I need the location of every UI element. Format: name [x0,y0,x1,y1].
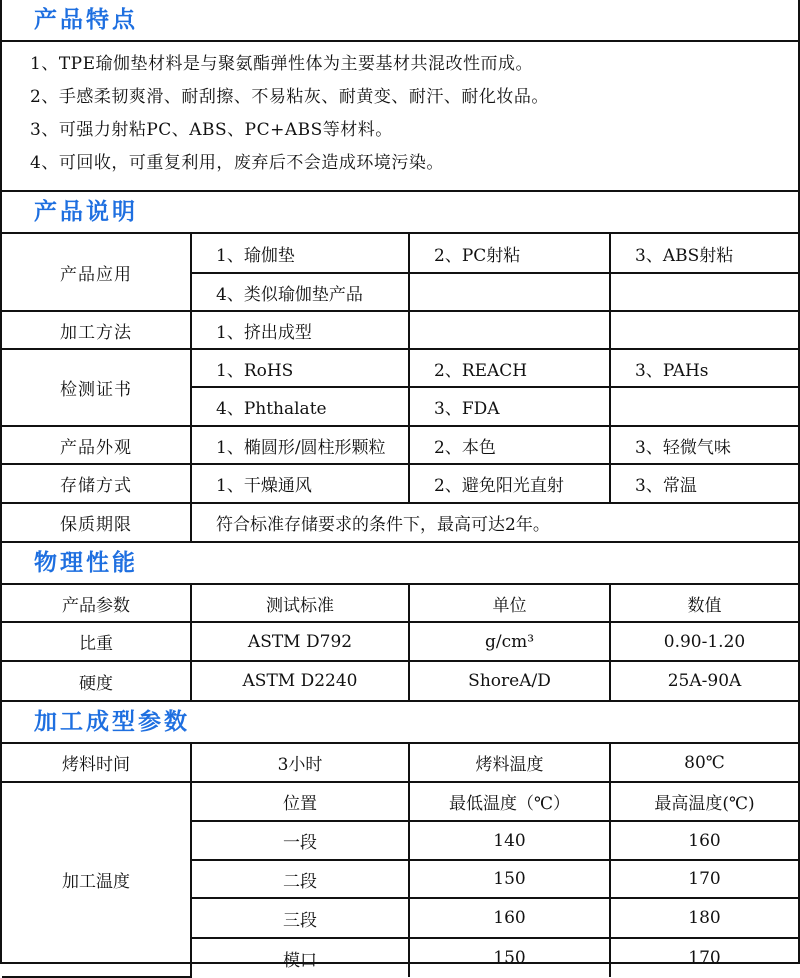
header-cell: 测试标准 [191,585,409,622]
cell: ASTM D2240 [191,661,409,700]
cell: 2、本色 [409,426,610,464]
cell: 3、PAHs [610,349,798,387]
molding-table [2,744,798,978]
cell: 1、瑜伽垫 [191,234,409,273]
cell: 160 [610,821,798,860]
label-application: 产品应用 [2,234,191,311]
cell: ASTM D792 [191,622,409,661]
cell: 1、干燥通风 [191,464,409,503]
feature-item: 1、TPE瑜伽垫材料是与聚氨酯弹性体为主要基材共混改性而成。 [30,54,534,74]
cell: 25A-90A [610,661,798,700]
cell: 2、避免阳光直射 [409,464,610,503]
cell [610,387,798,426]
cell: 一段 [191,821,409,860]
cell: 比重 [2,622,191,661]
cell: 150 [409,860,610,898]
header-cell: 最低温度（℃） [409,782,610,821]
cell: 3、ABS射粘 [610,234,798,273]
cell: 2、PC射粘 [409,234,610,273]
cell: 0.90-1.20 [610,622,798,661]
molding-section-header [2,700,798,744]
cell [610,273,798,311]
description-section-header [2,192,798,234]
cell [409,273,610,311]
drying-time-value: 3小时 [191,744,409,782]
cell: g/cm³ [409,622,610,661]
header-cell: 位置 [191,782,409,821]
cell: 4、类似瑜伽垫产品 [191,273,409,311]
label-processing: 加工方法 [2,311,191,349]
section-title-molding: 加工成型参数 [34,709,190,735]
header-cell: 单位 [409,585,610,622]
cell: 3、常温 [610,464,798,503]
feature-item: 4、可回收，可重复利用，废弃后不会造成环境污染。 [30,153,444,173]
features-list [2,42,798,192]
label-storage: 存储方式 [2,464,191,503]
cell: 4、Phthalate [191,387,409,426]
description-table [2,234,798,541]
feature-item: 3、可强力射粘PC、ABS、PC+ABS等材料。 [30,120,393,140]
cell: 模口 [191,938,409,977]
cell: ShoreA/D [409,661,610,700]
cell: 1、RoHS [191,349,409,387]
cell: 二段 [191,860,409,898]
cell: 2、REACH [409,349,610,387]
cell: 140 [409,821,610,860]
label-appearance: 产品外观 [2,426,191,464]
cell: 1、挤出成型 [191,311,409,349]
label-certificates: 检测证书 [2,349,191,426]
cell: 160 [409,898,610,938]
label-processing-temp: 加工温度 [2,782,191,977]
shelf-life-value: 符合标准存储要求的条件下，最高可达2年。 [191,503,798,541]
cell: 硬度 [2,661,191,700]
label-drying-time: 烤料时间 [2,744,191,782]
cell: 3、轻微气味 [610,426,798,464]
cell [409,311,610,349]
cell [610,311,798,349]
cell: 150 [409,938,610,977]
cell: 1、椭圆形/圆柱形颗粒 [191,426,409,464]
section-title-features: 产品特点 [34,7,138,33]
physical-section-header [2,541,798,585]
drying-temp-value: 80℃ [610,744,798,782]
feature-item: 2、手感柔韧爽滑、耐刮擦、不易粘灰、耐黄变、耐汗、耐化妆品。 [30,87,549,107]
cell: 180 [610,898,798,938]
label-drying-temp: 烤料温度 [409,744,610,782]
cell: 170 [610,938,798,977]
header-cell: 产品参数 [2,585,191,622]
cell: 170 [610,860,798,898]
physical-table [2,585,798,700]
header-cell: 最高温度(℃) [610,782,798,821]
cell: 三段 [191,898,409,938]
cell: 3、FDA [409,387,610,426]
section-title-physical: 物理性能 [34,550,138,576]
header-cell: 数值 [610,585,798,622]
features-section-header [2,0,798,42]
section-title-description: 产品说明 [34,199,138,225]
label-shelf-life: 保质期限 [2,503,191,541]
